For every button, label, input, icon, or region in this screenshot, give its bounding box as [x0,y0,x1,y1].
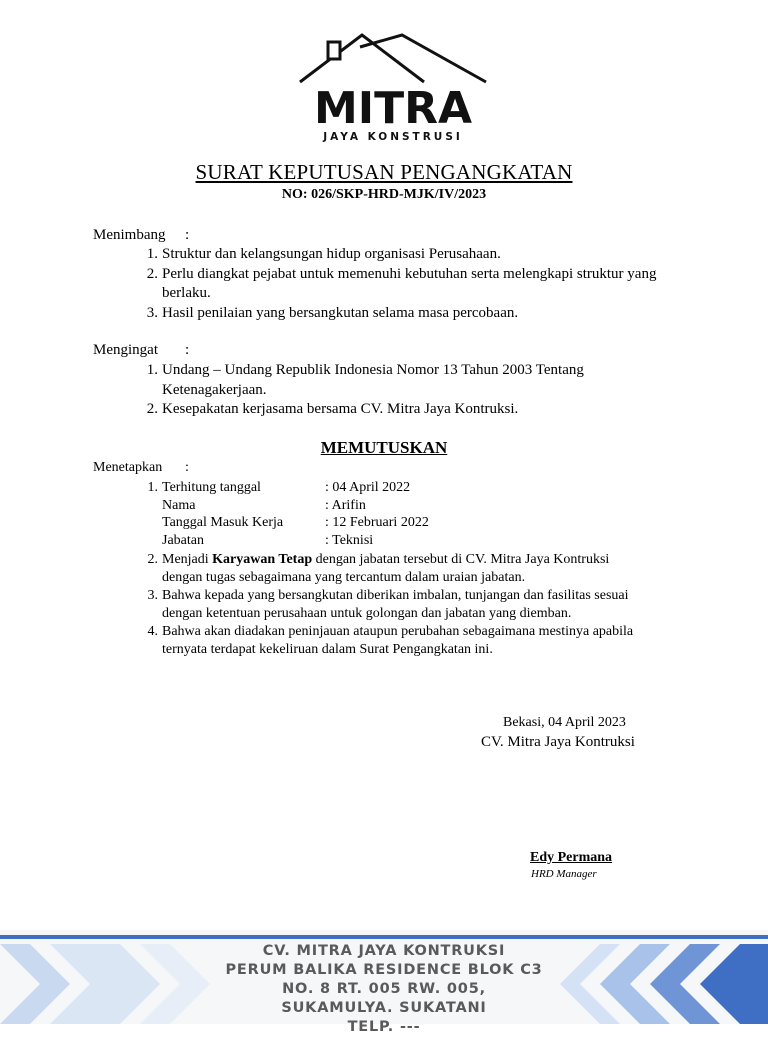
detail-value: : 04 April 2022 [325,480,411,495]
list-item-text: Bahwa kepada yang bersangkutan diberikan imbalan, tunjangan dan fasilitas sesuai [162,588,629,603]
list-item-text: Hasil penilaian yang bersangkutan selama masa percobaan. [162,304,519,321]
list-item-text: dengan jabatan tersebut di CV. Mitra Jaya Kontruksi [312,552,610,567]
document-number: NO: 026/SKP-HRD-MJK/IV/2023 [281,187,487,202]
logo-tagline-text: JAYA KONSTRUSI [323,131,463,143]
menimbang-list [146,245,702,323]
list-item [147,587,682,622]
footer-address-line: NO. 8 RT. 005 RW. 005, [282,981,486,997]
menimbang-heading [93,227,190,244]
signing-company: CV. Mitra Jaya Kontruksi [481,734,635,750]
list-item-text: Perlu diangkat pejabat untuk memenuhi kebutuhan serta melengkapi struktur yang [162,265,657,282]
footer-company-name: CV. MITRA JAYA KONTRUKSI [262,943,506,959]
list-item [146,400,702,420]
place-date: Bekasi, 04 April 2023 [503,715,626,730]
list-item-number: 4. [147,624,158,639]
detail-label: Jabatan [162,533,204,548]
list-item-number: 1. [147,480,158,495]
memutuskan-heading: MEMUTUSKAN [320,438,448,457]
footer-phone: TELP. --- [347,1019,421,1035]
detail-value: : 12 Februari 2022 [325,515,429,530]
mengingat-label: Mengingat [93,342,158,358]
list-item [147,551,682,586]
signer-role: HRD Manager [531,868,597,880]
list-item-number: 3. [146,304,158,321]
mengingat-colon: : [185,342,190,358]
list-item-number: 2. [147,552,158,567]
menimbang-label: Menimbang [93,227,166,243]
detail-value: : Arifin [325,498,366,513]
list-item [147,623,682,658]
list-item [146,361,702,400]
list-item-text-continued: berlaku. [162,285,211,301]
menetapkan-heading [93,460,189,476]
list-item-number: 2. [146,265,158,282]
detail-label: Terhitung tanggal [162,480,261,495]
company-logo [296,30,490,145]
list-item-text-continued: dengan tugas sebagaimana yang tercantum dalam uraian jabatan. [162,569,526,585]
detail-label: Tanggal Masuk Kerja [162,515,284,530]
menetapkan-list [147,551,682,658]
list-item [146,245,702,265]
detail-value: : Teknisi [325,533,374,548]
detail-label: Nama [162,498,196,513]
mengingat-heading [93,342,190,359]
document-title: SURAT KEPUTUSAN PENGANGKATAN [195,160,573,184]
list-item-number: 1. [146,362,158,378]
list-item-text-continued: Ketenagakerjaan. [162,381,267,398]
footer-address-line: PERUM BALIKA RESIDENCE BLOK C3 [225,962,543,978]
list-item-number: 1. [146,246,158,262]
list-item [146,304,702,324]
footer-address [0,942,768,1037]
list-item-text: Kesepakatan kerjasama bersama CV. Mitra Jaya Kontruksi. [162,401,519,417]
list-item-number: 3. [147,588,158,603]
list-item-text-continued: ternyata terdapat kekeliruan dalam Surat Pengangkatan ini. [162,641,493,657]
logo-brand-text: MITRA [313,83,473,134]
employee-status-text: Karyawan Tetap [212,552,313,567]
list-item-text: Bahwa akan diadakan peninjauan ataupun perubahan sebagaimana mestinya apabila [162,624,634,639]
letterhead-footer [0,930,768,1035]
menetapkan-label: Menetapkan [93,460,163,475]
list-item-text: Menjadi [162,552,213,567]
signer-name: Edy Permana [530,850,613,865]
list-item-number: 2. [146,401,158,417]
house-roof-logo-icon [296,30,490,145]
menimbang-colon: : [185,227,190,243]
menetapkan-colon: : [185,460,189,475]
list-item [146,265,702,304]
list-item-text-continued: dengan ketentuan perusahaan untuk golongan dan jabatan yang diemban. [162,605,572,621]
list-item-text: Struktur dan kelangsungan hidup organisasi Perusahaan. [162,246,501,262]
mengingat-list [146,361,702,420]
list-item-text: Undang – Undang Republik Indonesia Nomor 13 Tahun 2003 Tentang [162,362,584,378]
footer-address-line: SUKAMULYA. SUKATANI [281,1000,487,1016]
